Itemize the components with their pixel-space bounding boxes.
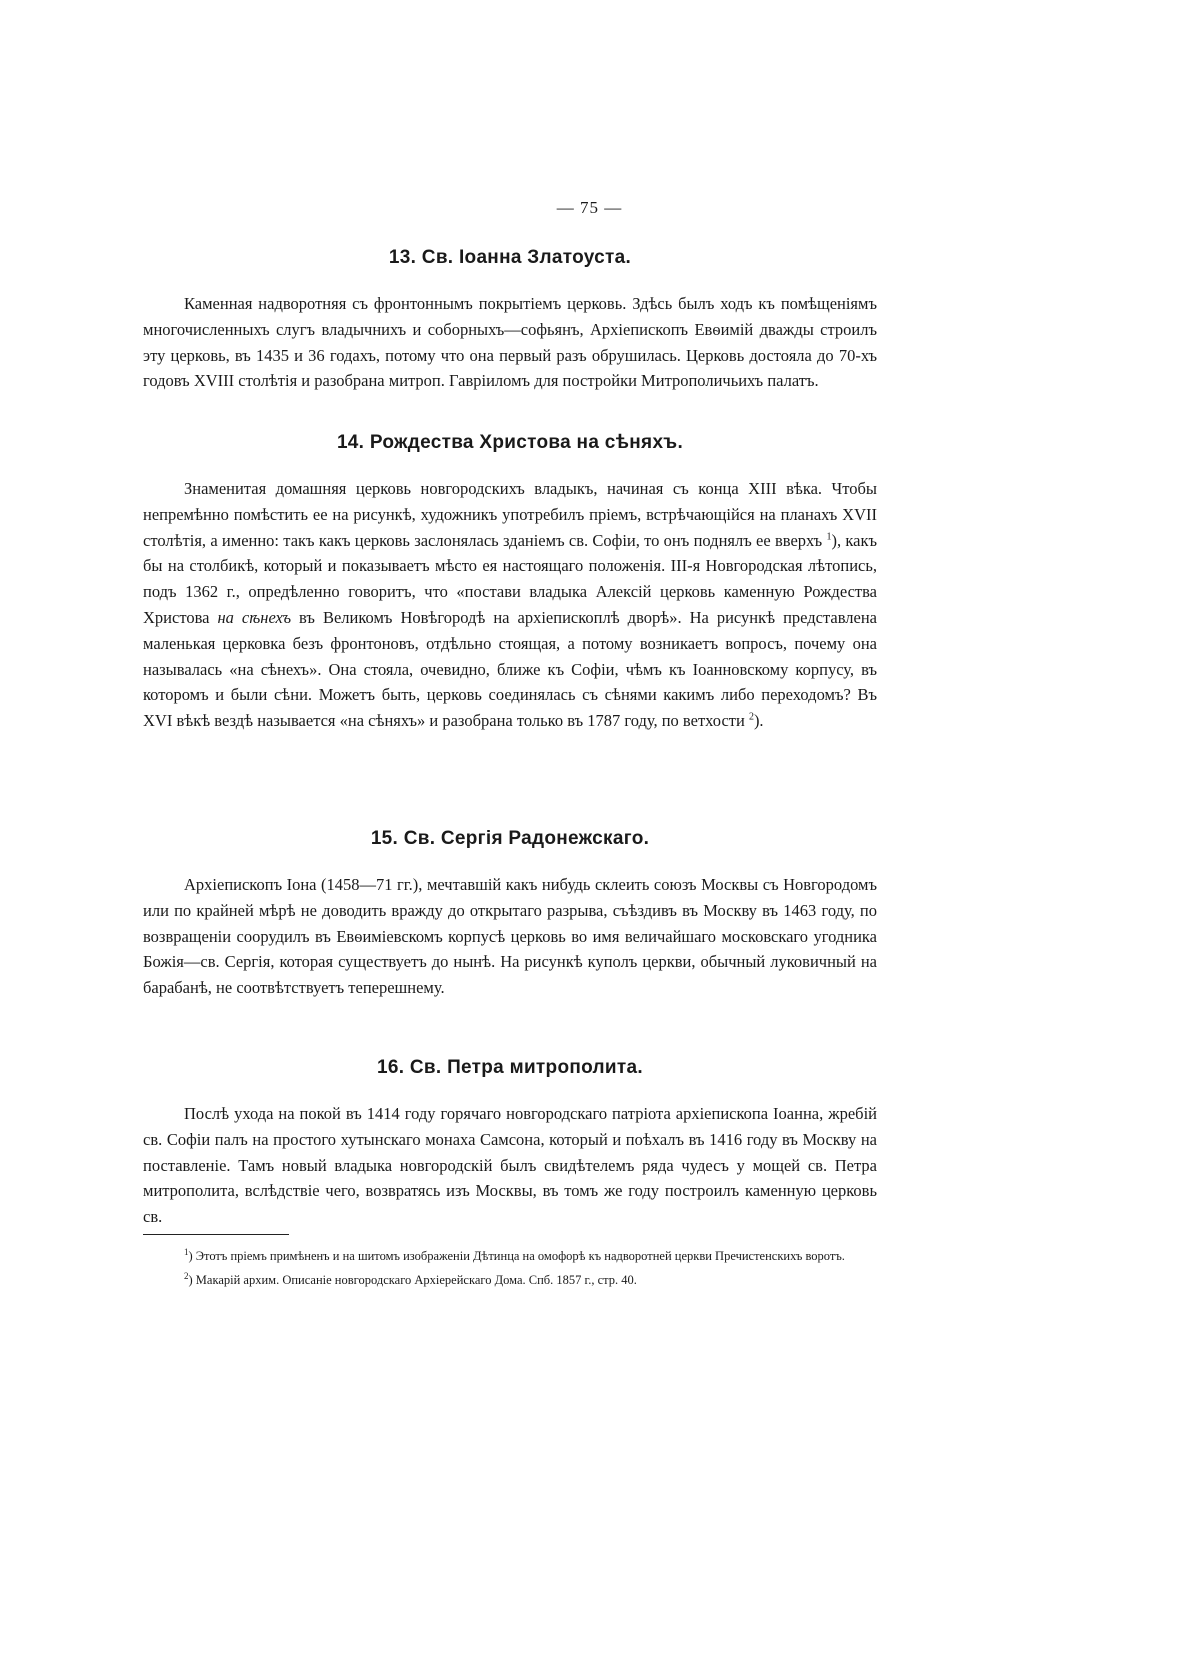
- section-paragraph: Каменная надворотняя съ фронтоннымъ покрытіемъ церковь. Здѣсь былъ ходъ къ помѣщеніямъ многочисленныхъ слугъ владычнихъ и соборныхъ—софьянъ, Архіепископъ Евѳимій дважды строилъ эту церковь, въ 1435 и 36 годахъ, потому что она первый разъ обрушилась. Церковь достояла до 70-хъ годовъ XVIII столѣтія и разобрана митроп. Гавріиломъ для постройки Митрополичьихъ палатъ.: [143, 294, 877, 391]
- footnote: [143, 1270, 877, 1290]
- footnote-ref: 2: [748, 711, 754, 723]
- section-paragraph: [143, 476, 877, 734]
- footnote-ref: 1: [826, 531, 832, 543]
- section-13: [143, 247, 877, 394]
- footnote-divider: [143, 1234, 289, 1235]
- section-heading: 16. Св. Петра митрополита.: [377, 1057, 643, 1078]
- section-15: [143, 828, 877, 1001]
- footnote-text: ) Макарій архим. Описаніе новгородскаго Архіерейскаго Дома. Спб. 1857 г., стр. 40.: [188, 1273, 637, 1287]
- section-paragraph: Послѣ ухода на покой въ 1414 году горячаго новгородскаго патріота архіепископа Іоанна, жребій св. Софіи палъ на простого хутынскаго монаха Самсона, который и поѣхалъ въ 1416 году въ Москву на поставленіе. Тамъ новый владыка новгородскій былъ свидѣтелемъ ряда чудесъ у мощей св. Петра митрополита, вслѣдствіе чего, возвратясь изъ Москвы, въ томъ же году построилъ каменную церковь св.: [143, 1104, 877, 1227]
- section-heading: 14. Рождества Христова на сѣняхъ.: [336, 432, 684, 453]
- paragraph-text: ).: [753, 711, 764, 731]
- section-16: [143, 1057, 877, 1230]
- footnote: [143, 1246, 877, 1266]
- section-14: [143, 432, 877, 734]
- page-number: — 75 —: [556, 198, 623, 217]
- paragraph-text: ), какъ бы на столбикѣ, который и показываетъ мѣсто ея настоящаго положенія. III-я Новгородская лѣтопись, подъ 1362 г., опредѣленно говоритъ, что «постави владыка Алексій церковь каменную Рождества Христова: [143, 530, 877, 627]
- footnote-mark: 1: [184, 1246, 189, 1257]
- section-paragraph: Архіепископъ Іона (1458—71 гг.), мечтавшій какъ нибудь склеить союзъ Москвы съ Новгородомъ или по крайней мѣрѣ не доводить вражду до открытаго разрыва, съѣздивъ въ Москву въ 1463 году, по возвращеніи соорудилъ въ Евѳиміевскомъ корпусѣ церковь во имя величайшаго московскаго угодника Божія—св. Сергія, которая существуетъ до нынѣ. На рисункѣ куполъ церкви, обычный луковичный на барабанѣ, не соотвѣтствуетъ теперешнему.: [143, 875, 877, 998]
- section-heading: 15. Св. Сергія Радонежскаго.: [370, 828, 650, 849]
- footnote-text: ) Этотъ пріемъ примѣненъ и на шитомъ изображеніи Дѣтинца на омофорѣ къ надворотней церкви Пречистенскихъ воротъ.: [188, 1249, 845, 1263]
- footnote-mark: 2: [184, 1270, 189, 1281]
- paragraph-text: въ Великомъ Новѣгородѣ на архіепископлѣ дворѣ». На рисункѣ представлена маленькая церковка безъ фронтоновъ, отдѣльно стоящая, а потому возникаетъ вопросъ, почему она называлась «на сѣнехъ». Она стояла, очевидно, ближе къ Софіи, чѣмъ къ Іоанновскому корпусу, въ которомъ и были сѣни. Можетъ быть, церковь соединялась съ сѣнями какимъ либо переходомъ? Въ XVI вѣкѣ вездѣ называется «на сѣняхъ» и разобрана только въ 1787 году, по ветхости: [143, 607, 878, 731]
- italic-phrase: на сѣнехъ: [217, 607, 292, 627]
- footnotes: [143, 1246, 877, 1294]
- section-heading: 13. Св. Іоанна Златоуста.: [388, 247, 632, 268]
- paragraph-text: Знаменитая домашняя церковь новгородскихъ владыкъ, начиная съ конца XIII вѣка. Чтобы непремѣнно помѣстить ее на рисункѣ, художникъ употребилъ пріемъ, встрѣчающійся на планахъ XVII столѣтія, а именно: такъ какъ церковь заслонялась зданіемъ св. Софіи, то онъ поднялъ ее вверхъ: [143, 479, 877, 550]
